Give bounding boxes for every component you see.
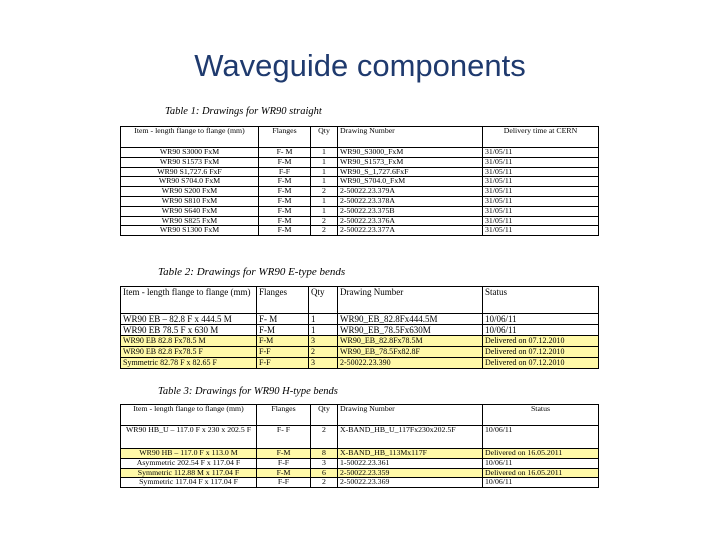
item-cell: WR90 S704.0 FxM: [121, 177, 259, 187]
table3-header-qty: Qty: [311, 405, 338, 426]
table-row: [121, 196, 599, 206]
table1-caption: Table 1: Drawings for WR90 straight: [165, 106, 322, 117]
table1-header-item: Item - length flange to flange (mm): [121, 127, 259, 148]
status-cell: 10/06/11: [483, 426, 599, 449]
delivery-cell: 31/05/11: [483, 196, 599, 206]
drawing-cell: 2-50022.23.390: [338, 358, 483, 369]
flanges-cell: F-M: [259, 187, 311, 197]
status-cell: Delivered on 16.05.2011: [483, 468, 599, 478]
flanges-cell: F-F: [257, 358, 309, 369]
table-row: [121, 426, 599, 449]
delivery-cell: 31/05/11: [483, 226, 599, 236]
status-cell: 10/06/11: [483, 325, 599, 336]
item-cell: Symmetric 117.04 F x 117.04 F: [121, 478, 257, 488]
flanges-cell: F- M: [257, 314, 309, 325]
drawing-cell: 2-50022.23.375B: [338, 206, 483, 216]
qty-cell: 2: [311, 226, 338, 236]
table2-header-status: Status: [483, 287, 599, 314]
item-cell: WR90 S810 FxM: [121, 196, 259, 206]
table-row: [121, 325, 599, 336]
qty-cell: 1: [311, 177, 338, 187]
table-row: [121, 167, 599, 177]
drawing-cell: WR90_EB_78.5Fx630M: [338, 325, 483, 336]
drawing-cell: WR90_S3000_FxM: [338, 148, 483, 158]
table-row: [121, 468, 599, 478]
table3: [120, 404, 599, 488]
qty-cell: 1: [311, 157, 338, 167]
table-row: [121, 187, 599, 197]
delivery-cell: 31/05/11: [483, 167, 599, 177]
table-row: [121, 347, 599, 358]
item-cell: WR90 EB 82.8 Fx78.5 M: [121, 336, 257, 347]
item-cell: WR90 EB 78.5 F x 630 M: [121, 325, 257, 336]
status-cell: Delivered on 07.12.2010: [483, 336, 599, 347]
status-cell: Delivered on 16.05.2011: [483, 449, 599, 459]
table-row: [121, 336, 599, 347]
table2-caption: Table 2: Drawings for WR90 E-type bends: [158, 266, 346, 278]
delivery-cell: 31/05/11: [483, 157, 599, 167]
table-row: [121, 177, 599, 187]
qty-cell: 8: [311, 449, 338, 459]
drawing-cell: WR90_S1573_FxM: [338, 157, 483, 167]
table3-header-item: Item - length flange to flange (mm): [121, 405, 257, 426]
flanges-cell: F-M: [259, 216, 311, 226]
table-row: [121, 449, 599, 459]
table3-header-drawing: Drawing Number: [338, 405, 483, 426]
drawing-cell: 2-50022.23.379A: [338, 187, 483, 197]
item-cell: WR90 EB 82.8 Fx78.5 F: [121, 347, 257, 358]
drawing-cell: X-BAND_HB_U_117Fx230x202.5F: [338, 426, 483, 449]
table1-header-flanges: Flanges: [259, 127, 311, 148]
table3-header-flanges: Flanges: [257, 405, 311, 426]
delivery-cell: 31/05/11: [483, 187, 599, 197]
table3-header-status: Status: [483, 405, 599, 426]
item-cell: WR90 HB_U – 117.0 F x 230 x 202.5 F: [121, 426, 257, 449]
flanges-cell: F- M: [259, 148, 311, 158]
qty-cell: 2: [311, 216, 338, 226]
drawing-cell: WR90_EB_82.8Fx78.5M: [338, 336, 483, 347]
table-row: [121, 458, 599, 468]
table3-caption: Table 3: Drawings for WR90 H-type bends: [158, 386, 338, 397]
table1-header-row: [121, 127, 599, 148]
qty-cell: 1: [309, 314, 338, 325]
table-row: [121, 206, 599, 216]
table-row: [121, 157, 599, 167]
qty-cell: 1: [309, 325, 338, 336]
qty-cell: 3: [309, 336, 338, 347]
item-cell: WR90 S200 FxM: [121, 187, 259, 197]
table1-header-drawing: Drawing Number: [338, 127, 483, 148]
delivery-cell: 31/05/11: [483, 177, 599, 187]
qty-cell: 2: [311, 426, 338, 449]
status-cell: 10/06/11: [483, 458, 599, 468]
flanges-cell: F-M: [257, 325, 309, 336]
table1: [120, 126, 599, 236]
item-cell: WR90 S1,727.6 FxF: [121, 167, 259, 177]
qty-cell: 3: [309, 358, 338, 369]
drawing-cell: X-BAND_HB_113Mx117F: [338, 449, 483, 459]
item-cell: Symmetric 82.78 F x 82.65 F: [121, 358, 257, 369]
qty-cell: 2: [311, 478, 338, 488]
status-cell: Delivered on 07.12.2010: [483, 358, 599, 369]
flanges-cell: F-M: [257, 336, 309, 347]
item-cell: WR90 HB – 117.0 F x 113.0 M: [121, 449, 257, 459]
drawing-cell: WR90_EB_78.5Fx82.8F: [338, 347, 483, 358]
qty-cell: 1: [311, 167, 338, 177]
flanges-cell: F-M: [257, 468, 311, 478]
drawing-cell: 1-50022.23.361: [338, 458, 483, 468]
table-row: [121, 148, 599, 158]
flanges-cell: F- F: [257, 426, 311, 449]
table2-header-row: [121, 287, 599, 314]
qty-cell: 1: [311, 148, 338, 158]
table-row: [121, 358, 599, 369]
item-cell: WR90 EB – 82.8 F x 444.5 M: [121, 314, 257, 325]
table2-header-item: Item - length flange to flange (mm): [121, 287, 257, 314]
table-row: [121, 478, 599, 488]
qty-cell: 3: [311, 458, 338, 468]
status-cell: Delivered on 07.12.2010: [483, 347, 599, 358]
item-cell: Asymmetric 202.54 F x 117.04 F: [121, 458, 257, 468]
drawing-cell: WR90_EB_82.8Fx444.5M: [338, 314, 483, 325]
drawing-cell: 2-50022.23.376A: [338, 216, 483, 226]
delivery-cell: 31/05/11: [483, 206, 599, 216]
page-title: Waveguide components: [194, 48, 526, 83]
flanges-cell: F-M: [259, 196, 311, 206]
flanges-cell: F-M: [259, 177, 311, 187]
drawing-cell: WR90_S704.0_FxM: [338, 177, 483, 187]
drawing-cell: 2-50022.23.369: [338, 478, 483, 488]
table2: [120, 286, 599, 369]
status-cell: 10/06/11: [483, 478, 599, 488]
flanges-cell: F-M: [259, 226, 311, 236]
item-cell: WR90 S1300 FxM: [121, 226, 259, 236]
qty-cell: 6: [311, 468, 338, 478]
item-cell: WR90 S640 FxM: [121, 206, 259, 216]
table-row: [121, 314, 599, 325]
drawing-cell: 2-50022.23.377A: [338, 226, 483, 236]
drawing-cell: 2-50022.23.359: [338, 468, 483, 478]
flanges-cell: F-F: [257, 347, 309, 358]
table-row: [121, 226, 599, 236]
delivery-cell: 31/05/11: [483, 148, 599, 158]
qty-cell: 2: [311, 187, 338, 197]
status-cell: 10/06/11: [483, 314, 599, 325]
qty-cell: 1: [311, 196, 338, 206]
flanges-cell: F-M: [259, 157, 311, 167]
delivery-cell: 31/05/11: [483, 216, 599, 226]
table2-header-drawing: Drawing Number: [338, 287, 483, 314]
qty-cell: 2: [309, 347, 338, 358]
flanges-cell: F-F: [257, 478, 311, 488]
flanges-cell: F-M: [259, 206, 311, 216]
table2-header-qty: Qty: [309, 287, 338, 314]
qty-cell: 1: [311, 206, 338, 216]
table-row: [121, 216, 599, 226]
item-cell: WR90 S3000 FxM: [121, 148, 259, 158]
table2-header-flanges: Flanges: [257, 287, 309, 314]
item-cell: Symmetric 112.88 M x 117.04 F: [121, 468, 257, 478]
item-cell: WR90 S825 FxM: [121, 216, 259, 226]
flanges-cell: F-F: [259, 167, 311, 177]
table1-header-delivery: Delivery time at CERN: [483, 127, 599, 148]
table1-header-qty: Qty: [311, 127, 338, 148]
table3-header-row: [121, 405, 599, 426]
drawing-cell: 2-50022.23.378A: [338, 196, 483, 206]
item-cell: WR90 S1573 FxM: [121, 157, 259, 167]
flanges-cell: F-M: [257, 449, 311, 459]
flanges-cell: F-F: [257, 458, 311, 468]
drawing-cell: WR90_S_1,727.6FxF: [338, 167, 483, 177]
